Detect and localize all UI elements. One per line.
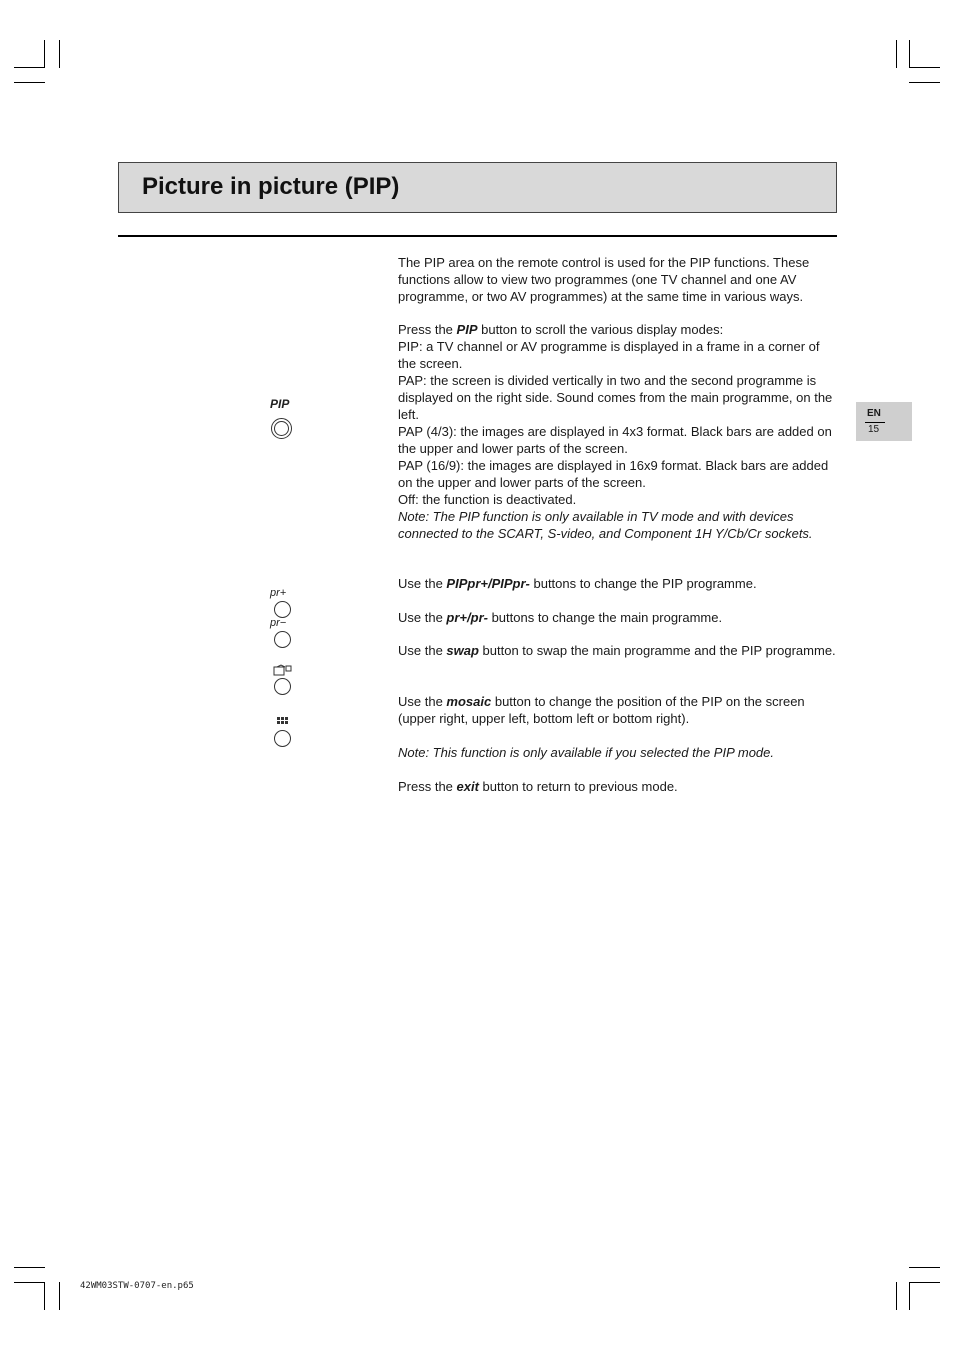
text-run: button to return to previous mode.	[478, 779, 678, 794]
crop-mark	[896, 40, 897, 68]
file-code: 42WM03STW-0707-en.p65	[80, 1281, 194, 1291]
crop-mark	[909, 82, 940, 83]
crop-mark	[909, 67, 940, 68]
crop-mark	[14, 67, 45, 68]
text-run: buttons to change the PIP programme.	[529, 576, 757, 591]
language-tab	[856, 402, 912, 441]
pip-modes-section	[398, 321, 840, 542]
text-run: Press the	[398, 779, 457, 794]
mosaic-paragraph	[398, 693, 840, 727]
crop-mark	[59, 40, 60, 68]
text-run: buttons to change the main programme.	[487, 610, 723, 625]
language-code: EN	[867, 408, 881, 419]
intro-text: The PIP area on the remote control is used for the PIP functions. These functions allow to view two programmes (one TV channel and one AV programme, or two AV programmes) at the same time in various ways.	[398, 255, 810, 304]
mode-pap-43: PAP (4/3): the images are displayed in 4x3 format. Black bars are added on the upper and lower parts of the screen.	[398, 424, 832, 456]
note-pip-availability: Note: The PIP function is only available in TV mode and with devices connected to the SCART, S-video, and Component 1H Y/Cb/Cr sockets.	[398, 509, 813, 541]
title-rule	[118, 235, 837, 237]
text-run: Use the	[398, 576, 447, 591]
mode-off: Off: the function is deactivated.	[398, 492, 577, 507]
swap-paragraph	[398, 642, 840, 659]
crop-mark	[14, 1282, 45, 1283]
crop-mark	[59, 1282, 60, 1310]
mosaic-icon	[277, 717, 289, 727]
exit-paragraph	[398, 778, 840, 795]
crop-mark	[909, 1282, 910, 1310]
swap-key-name: swap	[446, 643, 479, 658]
mode-pap: PAP: the screen is divided vertically in two and the second programme is displayed on the right side. Sound comes from the main programme, on the left.	[398, 373, 833, 422]
tab-divider	[865, 422, 885, 423]
text-run: button to change the position of the PIP on the screen (upper right, upper left, bottom left or bottom right).	[398, 694, 805, 726]
crop-mark	[896, 1282, 897, 1310]
mosaic-key-name: mosaic	[446, 694, 492, 709]
crop-mark	[909, 40, 910, 68]
press-pip-line	[398, 321, 840, 338]
crop-mark	[44, 1282, 45, 1310]
swap-button-icon	[274, 678, 291, 695]
note-pip-mode	[398, 744, 840, 761]
pippr-key-name: PIPpr+/PIPpr-	[446, 576, 530, 591]
pr-paragraph	[398, 609, 840, 626]
mosaic-button-icon	[274, 730, 291, 747]
pip-key-name: PIP	[456, 322, 478, 337]
page-number: 15	[868, 424, 880, 435]
page-title: Picture in picture (PIP)	[142, 173, 400, 200]
title-banner	[118, 162, 837, 213]
text-run: button to scroll the various display modes:	[477, 322, 724, 337]
pr-plus-label: pr+	[270, 587, 287, 599]
pip-button-label: PIP	[270, 397, 290, 411]
pr-key-name: pr+/pr-	[446, 610, 488, 625]
text-run: Use the	[398, 694, 447, 709]
text-run: Use the	[398, 643, 447, 658]
pr-minus-button-icon	[274, 631, 291, 648]
pr-plus-button-icon	[274, 601, 291, 618]
pr-minus-label: pr−	[270, 617, 287, 629]
crop-mark	[14, 82, 45, 83]
mode-pap-169: PAP (16/9): the images are displayed in 16x9 format. Black bars are added on the upper and lower parts of the screen.	[398, 458, 829, 490]
swap-icon	[273, 664, 293, 676]
pippr-paragraph	[398, 575, 840, 592]
crop-mark	[909, 1267, 940, 1268]
crop-mark	[44, 40, 45, 68]
text-run: Press the	[398, 322, 457, 337]
pip-button-icon	[271, 418, 292, 439]
note-text: Note: This function is only available if you selected the PIP mode.	[398, 745, 774, 760]
exit-key-name: exit	[456, 779, 479, 794]
intro-paragraph	[398, 254, 840, 305]
crop-mark	[14, 1267, 45, 1268]
crop-mark	[909, 1282, 940, 1283]
mode-pip: PIP: a TV channel or AV programme is displayed in a frame in a corner of the screen.	[398, 339, 820, 371]
text-run: Use the	[398, 610, 447, 625]
text-run: button to swap the main programme and the PIP programme.	[478, 643, 836, 658]
